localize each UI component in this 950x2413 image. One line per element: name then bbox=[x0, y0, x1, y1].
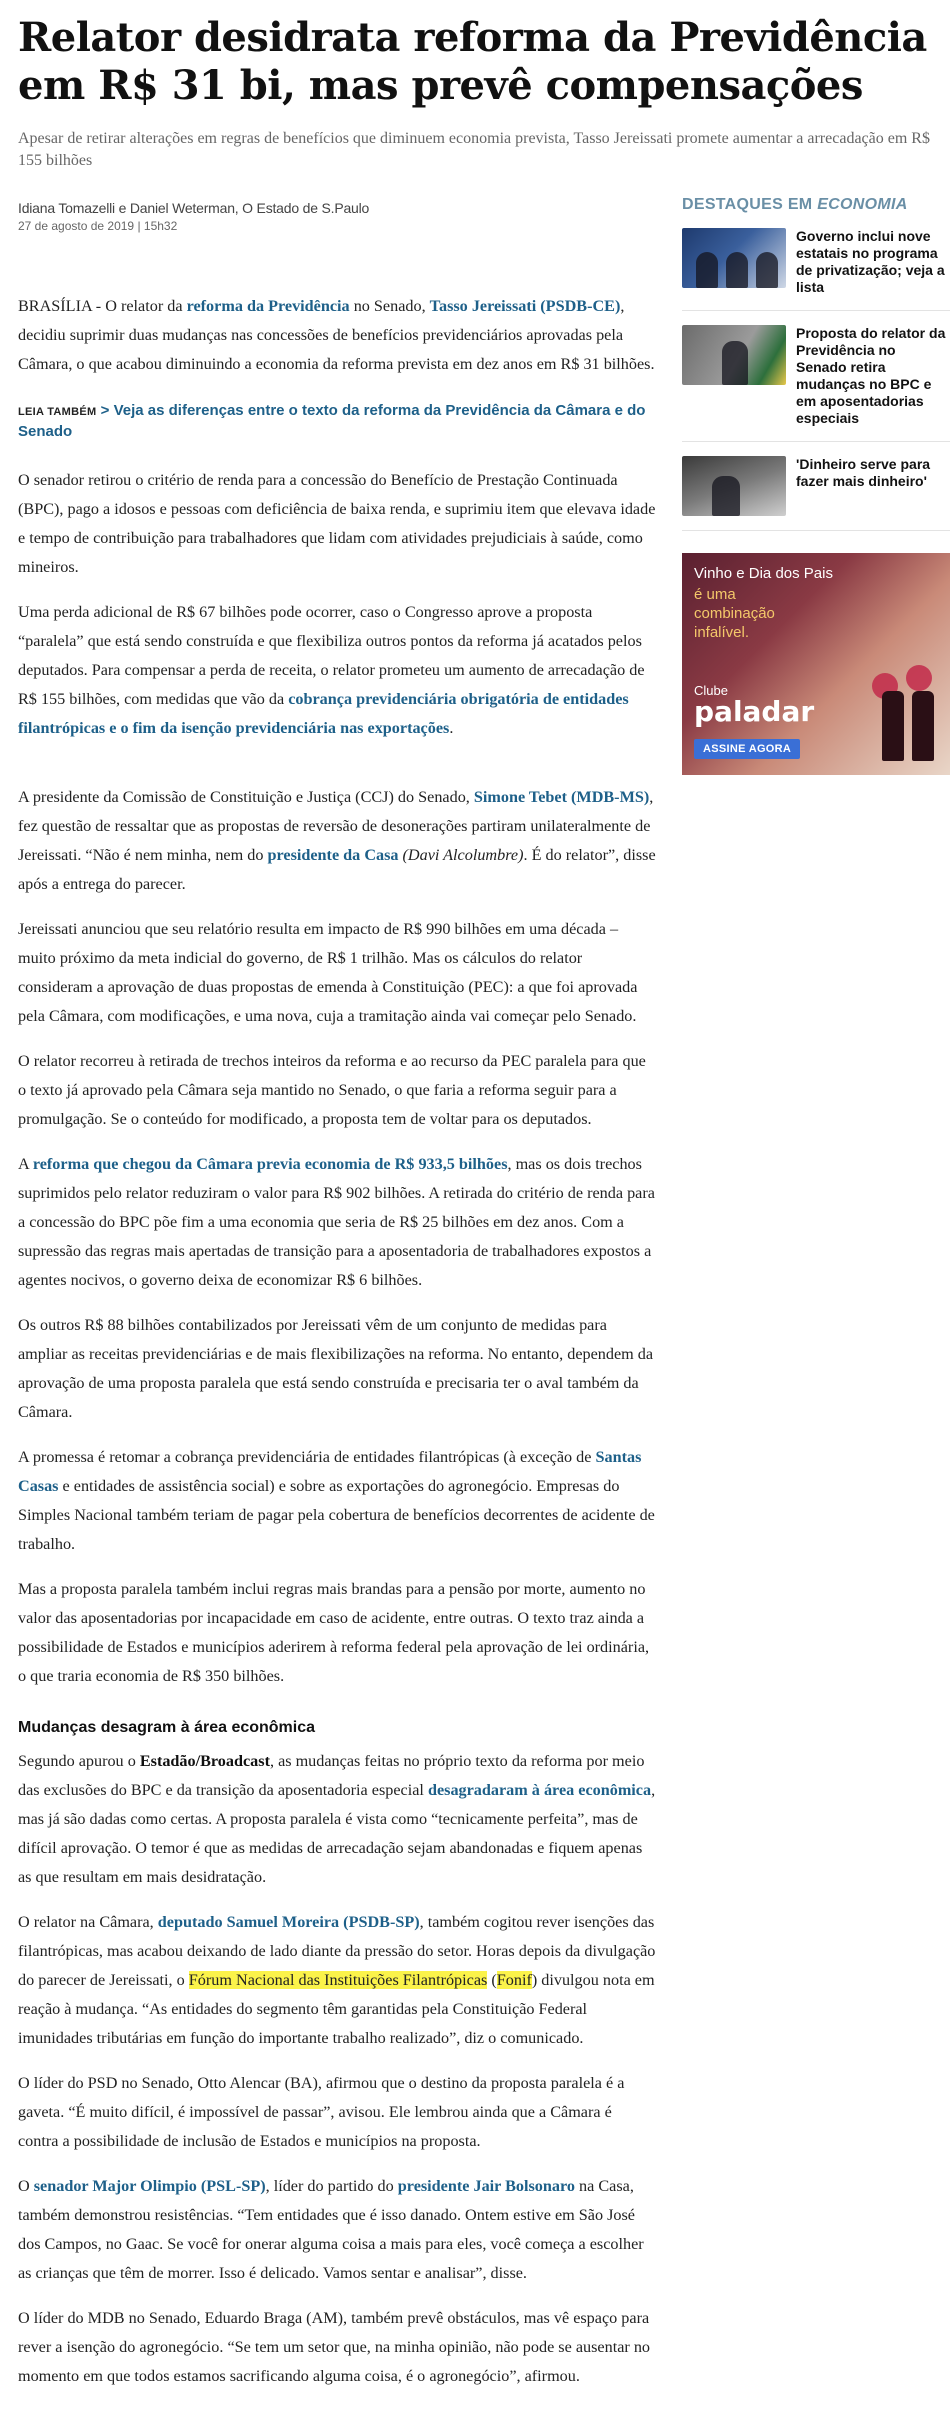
sidebar-title bbox=[682, 196, 950, 214]
paragraph-15: O líder do MDB no Senado, Eduardo Braga (AM), também prevê obstáculos, mas vê espaço para rever a isenção do agronegócio. “Se tem um setor que, na minha opinião, não pode se ausentar no momento em que todos estamos sacrificando alguma coisa, é o agronegócio”, afirmou. bbox=[18, 2309, 651, 2385]
person-figure bbox=[712, 476, 740, 516]
person-figure bbox=[756, 252, 778, 288]
text: O bbox=[18, 2177, 34, 2195]
advertisement-banner[interactable] bbox=[682, 553, 950, 775]
text: A promessa é retomar a cobrança previdenciária de entidades filantrópicas (à exceção de bbox=[18, 1448, 596, 1466]
sidebar-thumbnail[interactable] bbox=[682, 456, 786, 516]
ad-subscribe-button[interactable]: ASSINE AGORA bbox=[694, 739, 800, 759]
paragraph-10: Mas a proposta paralela também inclui regras mais brandas para a pensão por morte, aumento no valor das aposentadorias por incapacidade em caso de acidente, entre outras. O texto traz ainda a possibilidade de Estados e municípios aderirem à reforma federal pela aprovação de lei ordinária, o que traria economia de R$ 350 bilhões. bbox=[18, 1580, 650, 1685]
link-cobranca-previdenciaria[interactable]: cobrança previdenciária obrigatória de entidades filantrópicas e o fim da isenção previdenciária nas exportações bbox=[18, 690, 629, 737]
read-also bbox=[18, 401, 656, 442]
text: , também cogitou rever isenções das filantrópicas, mas acabou deixando de lado diante da pressão do setor. Horas depois da divulgação do parecer de Jereissati, o bbox=[18, 1913, 656, 1989]
byline bbox=[18, 200, 618, 233]
wine-glass-icon bbox=[906, 665, 932, 691]
text: . É do relator”, disse após a entrega do parecer. bbox=[18, 846, 656, 893]
sidebar-item-label[interactable]: Governo inclui nove estatais no programa de privatização; veja a lista bbox=[796, 228, 945, 295]
paragraph-1 bbox=[18, 292, 656, 379]
text: , decidiu suprimir duas mudanças nas concessões de benefícios previdenciários aprovadas pela Câmara, o que acabou diminuindo a economia da reforma prevista em dez anos em R$ 31 bilhões. bbox=[18, 297, 655, 373]
sidebar-item[interactable] bbox=[682, 228, 950, 311]
link-reforma-previdencia[interactable]: reforma da Previdência bbox=[186, 297, 350, 315]
text: Uma perda adicional de R$ 67 bilhões pode ocorrer, caso o Congresso aprove a proposta “paralela” que está sendo construída e que flexibiliza outros pontos da reforma já acatados pelos deputados. Para compensar a perda de receita, o relator prometeu um aumento de arrecadação de R$ 155 bilhões, com medidas que vão da bbox=[18, 603, 645, 708]
highlight-fonif-name: Fórum Nacional das Instituições Filantrópicas bbox=[188, 1971, 488, 1989]
paragraph-12 bbox=[18, 1908, 656, 2053]
text: Segundo apurou o bbox=[18, 1752, 140, 1770]
byline-authors: Idiana Tomazelli e Daniel Weterman, O Estado de S.Paulo bbox=[18, 200, 370, 216]
sidebar bbox=[682, 196, 950, 775]
link-santas-casas[interactable]: Santas Casas bbox=[18, 1448, 642, 1495]
byline-date: 27 de agosto de 2019 | 15h32 bbox=[18, 219, 178, 233]
text: , as mudanças feitas no próprio texto da reforma por meio das exclusões do BPC e da transição da aposentadoria especial bbox=[18, 1752, 645, 1799]
ad-headline: Vinho e Dia dos Pais bbox=[694, 565, 833, 582]
text: e entidades de assistência social) e sobre as exportações do agronegócio. Empresas do Simples Nacional também teriam de pagar pela cobertura de benefícios decorrentes de acidente de trabalho. bbox=[18, 1477, 655, 1553]
read-also-link[interactable]: > Veja as diferenças entre o texto da reforma da Previdência da Câmara e do Senado bbox=[18, 402, 646, 440]
paragraph-3 bbox=[18, 598, 656, 743]
text: O relator na Câmara, bbox=[18, 1913, 158, 1931]
paragraph-14 bbox=[18, 2172, 656, 2288]
link-simone-tebet[interactable]: Simone Tebet (MDB-MS) bbox=[473, 788, 650, 806]
paragraph-4 bbox=[18, 783, 656, 899]
paragraph-11 bbox=[18, 1747, 656, 1892]
link-jair-bolsonaro[interactable]: presidente Jair Bolsonaro bbox=[397, 2177, 575, 2195]
paragraph-9 bbox=[18, 1443, 656, 1559]
section-heading: Mudanças desagram à área econômica bbox=[18, 1719, 316, 1736]
link-major-olimpio[interactable]: senador Major Olimpio (PSL-SP) bbox=[33, 2177, 266, 2195]
headline: Relator desidrata reforma da Previdência em R$ 31 bi, mas prevê compensações bbox=[18, 14, 927, 109]
text: na Casa, também demonstrou resistências. “Tem entidades que é isso danado. Ontem estive em São José dos Campos, no Gaac. Se você for onerar alguma coisa a mais para eles, você começa a escolher as crianças que têm de morrer. Isso é delicado. Vamos sentar e analisar”, disse. bbox=[18, 2177, 644, 2282]
spacer bbox=[18, 759, 656, 783]
link-presidente-da-casa[interactable]: presidente da Casa bbox=[267, 846, 399, 864]
text: A bbox=[18, 1155, 33, 1173]
highlight-fonif: Fonif bbox=[496, 1971, 532, 1989]
text: A presidente da Comissão de Constituição e Justiça (CCJ) do Senado, bbox=[18, 788, 474, 806]
text: . bbox=[449, 719, 454, 737]
sidebar-item[interactable] bbox=[682, 325, 950, 442]
wine-bottle-icon bbox=[912, 691, 934, 761]
text: ) divulgou nota em reação à mudança. “As entidades do segmento têm garantidas pela Constituição Federal imunidades tributárias em função do importante trabalho realizado”, diz o comunicado. bbox=[18, 1971, 655, 2047]
paragraph-13: O líder do PSD no Senado, Otto Alencar (BA), afirmou que o destino da proposta paralela é a gaveta. “É muito difícil, é impossível de passar”, avisou. Ele lembrou ainda que a Câmara é contra a possibilidade de inclusão de Estados e municípios na proposta. bbox=[18, 2074, 625, 2150]
text: , fez questão de ressaltar que as propostas de reversão de desonerações partiram unilateralmente de Jereissati. “Não é nem minha, nem do bbox=[18, 788, 654, 864]
sidebar-item-label[interactable]: Proposta do relator da Previdência no Senado retira mudanças no BPC e em aposentadorias especiais bbox=[796, 325, 946, 426]
ad-tagline: é uma combinação infalível. bbox=[694, 586, 775, 641]
paragraph-8: Os outros R$ 88 bilhões contabilizados por Jereissati vêm de um conjunto de medidas para ampliar as receitas previdenciárias e de mais flexibilizações na reforma. No entanto, dependem da aprovação de uma proposta paralela que está sendo construída e precisaria ter o aval também da Câmara. bbox=[18, 1316, 654, 1421]
read-also-tag: LEIA TAMBÉM bbox=[18, 406, 97, 418]
aside: (Davi Alcolumbre) bbox=[402, 846, 524, 864]
person-figure bbox=[696, 252, 718, 288]
sidebar-thumbnail[interactable] bbox=[682, 228, 786, 288]
text: no Senado, bbox=[349, 297, 430, 315]
text: , mas já são dadas como certas. A proposta paralela é vista como “tecnicamente perfeita”, mas de difícil aprovação. O temor é que as medidas de arrecadação sejam abandonadas e fiquem apenas as que resultam em mais desidratação. bbox=[18, 1781, 656, 1886]
ad-brand-logo: paladar bbox=[694, 695, 815, 728]
text: , mas os dois trechos suprimidos pelo relator reduziram o valor para R$ 902 bilhões. A retirada do critério de renda para a concessão do BPC põe fim a uma economia que seria de R$ 25 bilhões em dez anos. Com a supressão das regras mais apertadas de transição para a aposentadoria de trabalhadores expostos a agentes nocivos, o governo deixa de economizar R$ 6 bilhões. bbox=[18, 1155, 655, 1289]
sidebar-title-section: ECONOMIA bbox=[817, 196, 908, 213]
paragraph-7 bbox=[18, 1150, 656, 1295]
person-figure bbox=[722, 341, 748, 385]
sidebar-title-prefix: DESTAQUES EM bbox=[682, 196, 818, 213]
text: ( bbox=[487, 1971, 497, 1989]
bold-text: Estadão/Broadcast bbox=[139, 1752, 270, 1770]
subhead: Apesar de retirar alterações em regras de benefícios que diminuem economia prevista, Tasso Jereissati promete aumentar a arrecadação em R$ 155 bilhões bbox=[18, 130, 930, 169]
paragraph-5: Jereissati anunciou que seu relatório resulta em impacto de R$ 990 bilhões em uma década – muito próximo da meta indicial do governo, de R$ 1 trilhão. Mas os cálculos do relator consideram a aprovação de duas propostas de emenda à Constituição (PEC): a que foi aprovada pela Câmara, com modificações, e uma nova, cuja a tramitação ainda vai começar pelo Senado. bbox=[18, 920, 638, 1025]
person-figure bbox=[726, 252, 748, 288]
text: , líder do partido do bbox=[265, 2177, 398, 2195]
link-tasso-jereissati[interactable]: Tasso Jereissati (PSDB-CE) bbox=[429, 297, 621, 315]
paragraph-6: O relator recorreu à retirada de trechos inteiros da reforma e ao recurso da PEC paralela para que o texto já aprovado pela Câmara seja mantido no Senado, o que faria a reforma seguir para a promulgação. Se o conteúdo for modificado, a proposta tem de voltar para os deputados. bbox=[18, 1052, 646, 1128]
wine-bottle-icon bbox=[882, 691, 904, 761]
sidebar-item[interactable] bbox=[682, 456, 950, 531]
ad-club-label: Clube bbox=[694, 683, 728, 698]
sidebar-thumbnail[interactable] bbox=[682, 325, 786, 385]
article-body bbox=[18, 292, 656, 2407]
paragraph-2: O senador retirou o critério de renda para a concessão do Benefício de Prestação Continuada (BPC), pago a idosos e pessoas com deficiência de baixa renda, e suprimiu item que elevava idade e tempo de contribuição para trabalhadores que lidam com atividades prejudiciais à saúde, como mineiros. bbox=[18, 471, 656, 576]
sidebar-item-label[interactable]: 'Dinheiro serve para fazer mais dinheiro' bbox=[796, 456, 931, 489]
link-reforma-camara[interactable]: reforma que chegou da Câmara previa economia de R$ 933,5 bilhões bbox=[32, 1155, 508, 1173]
link-area-economica[interactable]: desagradaram à área econômica bbox=[427, 1781, 652, 1799]
link-samuel-moreira[interactable]: deputado Samuel Moreira (PSDB-SP) bbox=[157, 1913, 420, 1931]
text: BRASÍLIA - O relator da bbox=[18, 297, 187, 315]
